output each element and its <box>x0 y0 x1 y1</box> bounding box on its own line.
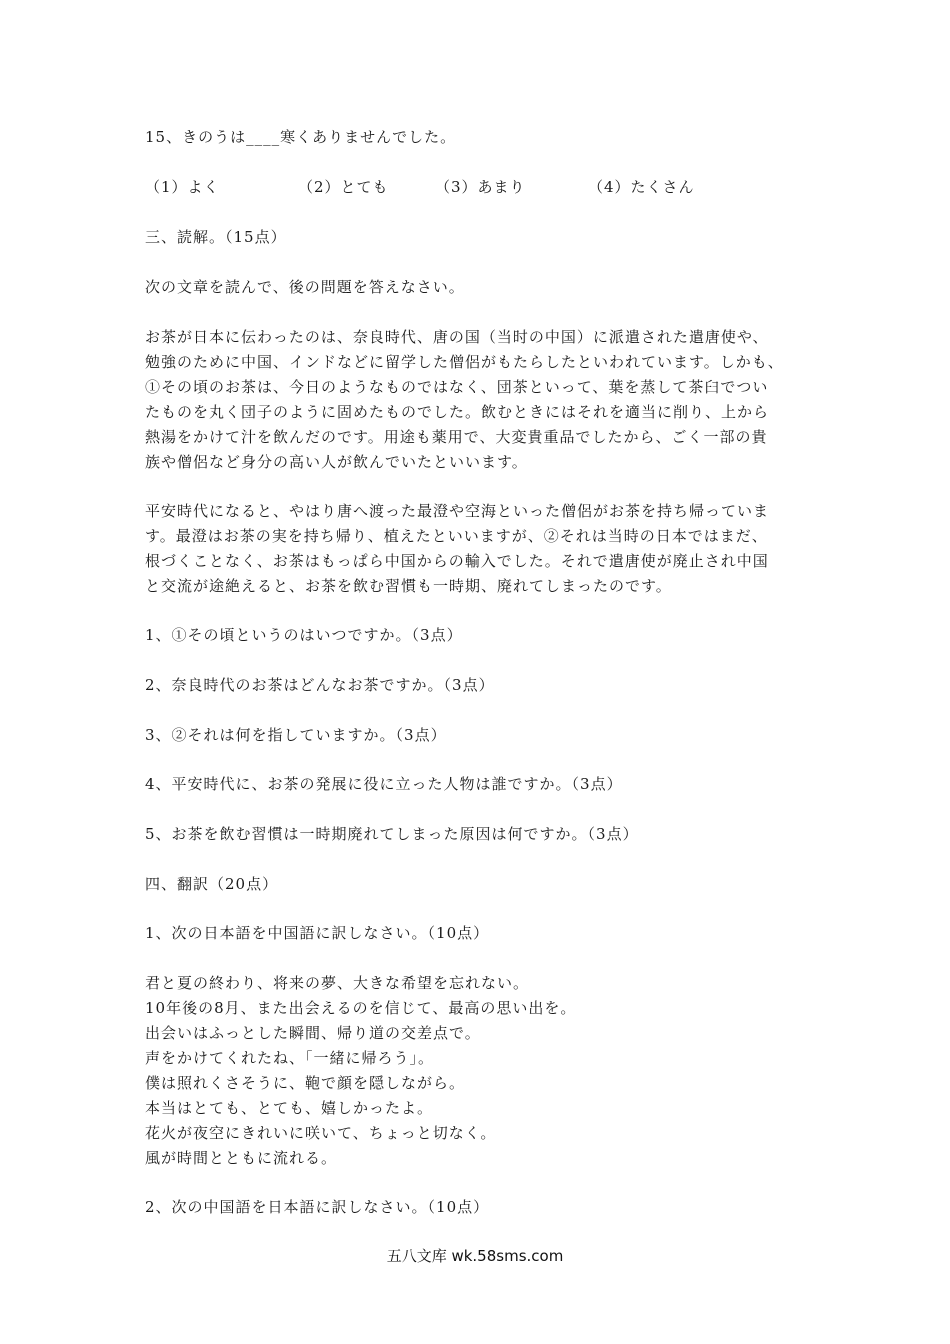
reading-question-4: 4、平安時代に、お茶の発展に役に立った人物は誰ですか。（3点） <box>145 775 623 793</box>
paragraph-2-line: す。最澄はお茶の実を持ち帰り、植えたといいますが、②それは当時の日本ではまだ、 <box>145 527 768 545</box>
choice-2: （2）とても <box>298 178 389 196</box>
paragraph-2-line: 平安時代になると、やはり唐へ渡った最澄や空海といった僧侶がお茶を持ち帰っていま <box>145 502 770 520</box>
poem-line: 風が時間とともに流れる。 <box>145 1149 338 1167</box>
paragraph-1-line: ①その頃のお茶は、今日のようなものではなく、団茶といって、葉を蒸して茶臼でつい <box>145 378 769 396</box>
section-3-title: 三、読解。（15点） <box>145 228 287 246</box>
question-15-stem: 15、きのうは____寒くありませんでした。 <box>145 128 457 146</box>
paragraph-1-line: たものを丸く団子のように固めたものでした。飲むときにはそれを適当に削り、上から <box>145 403 770 421</box>
reading-question-5: 5、お茶を飲む習慣は一時期廃れてしまった原因は何ですか。（3点） <box>145 825 639 843</box>
poem-line: 10年後の8月、また出会えるのを信じて、最高の思い出を。 <box>145 999 577 1017</box>
footer-watermark: 五八文库 wk.58sms.com <box>386 1247 564 1265</box>
poem-line: 声をかけてくれたね、「一緒に帰ろう」。 <box>145 1049 435 1067</box>
paragraph-1-line: 勉強のために中国、インドなどに留学した僧侶がもたらしたといわれています。しかも、 <box>145 353 784 371</box>
section-4-title: 四、翻訳（20点） <box>145 875 279 893</box>
paragraph-1-line: 熱湯をかけて汁を飲んだのです。用途も薬用で、大変貴重品でしたから、ごく一部の貴 <box>145 428 768 446</box>
poem-line: 花火が夜空にきれいに咲いて、ちょっと切なく。 <box>145 1124 497 1142</box>
reading-question-2: 2、奈良時代のお茶はどんなお茶ですか。（3点） <box>145 676 495 694</box>
poem-line: 君と夏の終わり、将来の夢、大きな希望を忘れない。 <box>145 974 530 992</box>
choice-1: （1）よく <box>145 178 220 196</box>
choice-3: （3）あまり <box>435 178 526 196</box>
paragraph-1-line: 族や僧侶など身分の高い人が飲んでいたといいます。 <box>145 453 528 471</box>
poem-line: 出会いはふっとした瞬間、帰り道の交差点で。 <box>145 1024 481 1042</box>
choice-4: （4）たくさん <box>588 178 695 196</box>
translation-question-1: 1、次の日本語を中国語に訳しなさい。（10点） <box>145 924 490 942</box>
poem-line: 僕は照れくさそうに、鞄で顔を隠しながら。 <box>145 1074 466 1092</box>
poem-line: 本当はとても、とても、嬉しかったよ。 <box>145 1099 434 1117</box>
translation-question-2: 2、次の中国語を日本語に訳しなさい。（10点） <box>145 1198 490 1216</box>
reading-instruction: 次の文章を読んで、後の問題を答えなさい。 <box>145 278 465 296</box>
reading-question-3: 3、②それは何を指していますか。（3点） <box>145 726 447 744</box>
paragraph-1-line: お茶が日本に伝わったのは、奈良時代、唐の国（当时の中国）に派遣された遣唐使や、 <box>145 328 769 346</box>
reading-question-1: 1、①その頃というのはいつですか。（3点） <box>145 626 463 644</box>
paragraph-2-line: 根づくことなく、お茶はもっぱら中国からの輸入でした。それで遣唐使が廃止され中国 <box>145 552 769 570</box>
paragraph-2-line: と交流が途絶えると、お茶を飲む習慣も一時期、廃れてしまったのです。 <box>145 577 672 595</box>
